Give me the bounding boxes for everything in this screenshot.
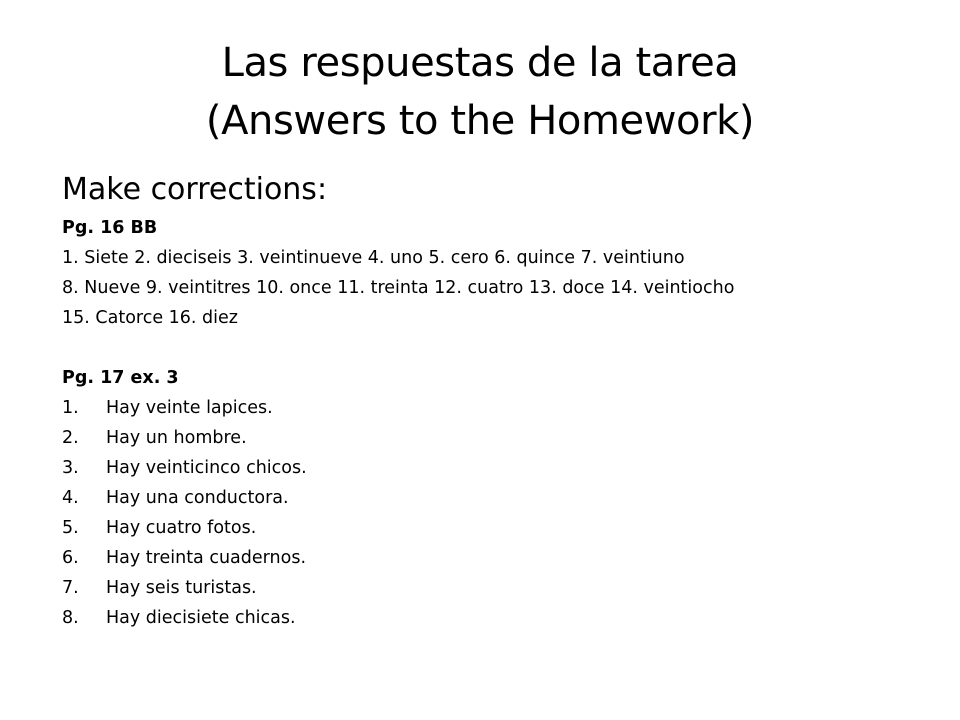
section-label: Pg. 16 BB [62,218,158,238]
title-line-2: (Answers to the Homework) [205,98,755,144]
list-item-number: 2. [62,428,79,448]
section-pg17 [62,363,922,633]
answer-line: 8. Nueve 9. veintitres 10. once 11. treinta 12. cuatro 13. doce 14. veintiocho [62,278,735,298]
spacer [62,333,922,363]
list-item-text: Hay seis turistas. [106,578,257,598]
list-item [62,603,922,633]
content-heading: Make corrections: [62,172,328,207]
list-item-text: Hay un hombre. [106,428,247,448]
list-item-text: Hay cuatro fotos. [106,518,257,538]
list-item-text: Hay treinta cuadernos. [106,548,307,568]
list-item [62,453,922,483]
section-pg16 [62,213,922,333]
list-item [62,483,922,513]
list-item-number: 6. [62,548,79,568]
list-item-text: Hay veinticinco chicos. [106,458,307,478]
list-item-number: 8. [62,608,79,628]
list-item-number: 1. [62,398,79,418]
list-item-number: 5. [62,518,79,538]
slide-title [80,34,880,150]
list-item-text: Hay veinte lapices. [106,398,273,418]
list-item-number: 3. [62,458,79,478]
list-item [62,513,922,543]
list-item [62,393,922,423]
list-item-number: 7. [62,578,79,598]
list-item [62,573,922,603]
list-item [62,423,922,453]
slide-content [62,170,922,633]
answer-line: 1. Siete 2. dieciseis 3. veintinueve 4. uno 5. cero 6. quince 7. veintiuno [62,248,685,268]
list-item [62,543,922,573]
list-item-text: Hay diecisiete chicas. [106,608,296,628]
title-line-1: Las respuestas de la tarea [221,40,739,86]
answer-list [62,393,922,633]
list-item-number: 4. [62,488,79,508]
section-label: Pg. 17 ex. 3 [62,368,179,388]
answer-line: 15. Catorce 16. diez [62,308,238,328]
list-item-text: Hay una conductora. [106,488,289,508]
